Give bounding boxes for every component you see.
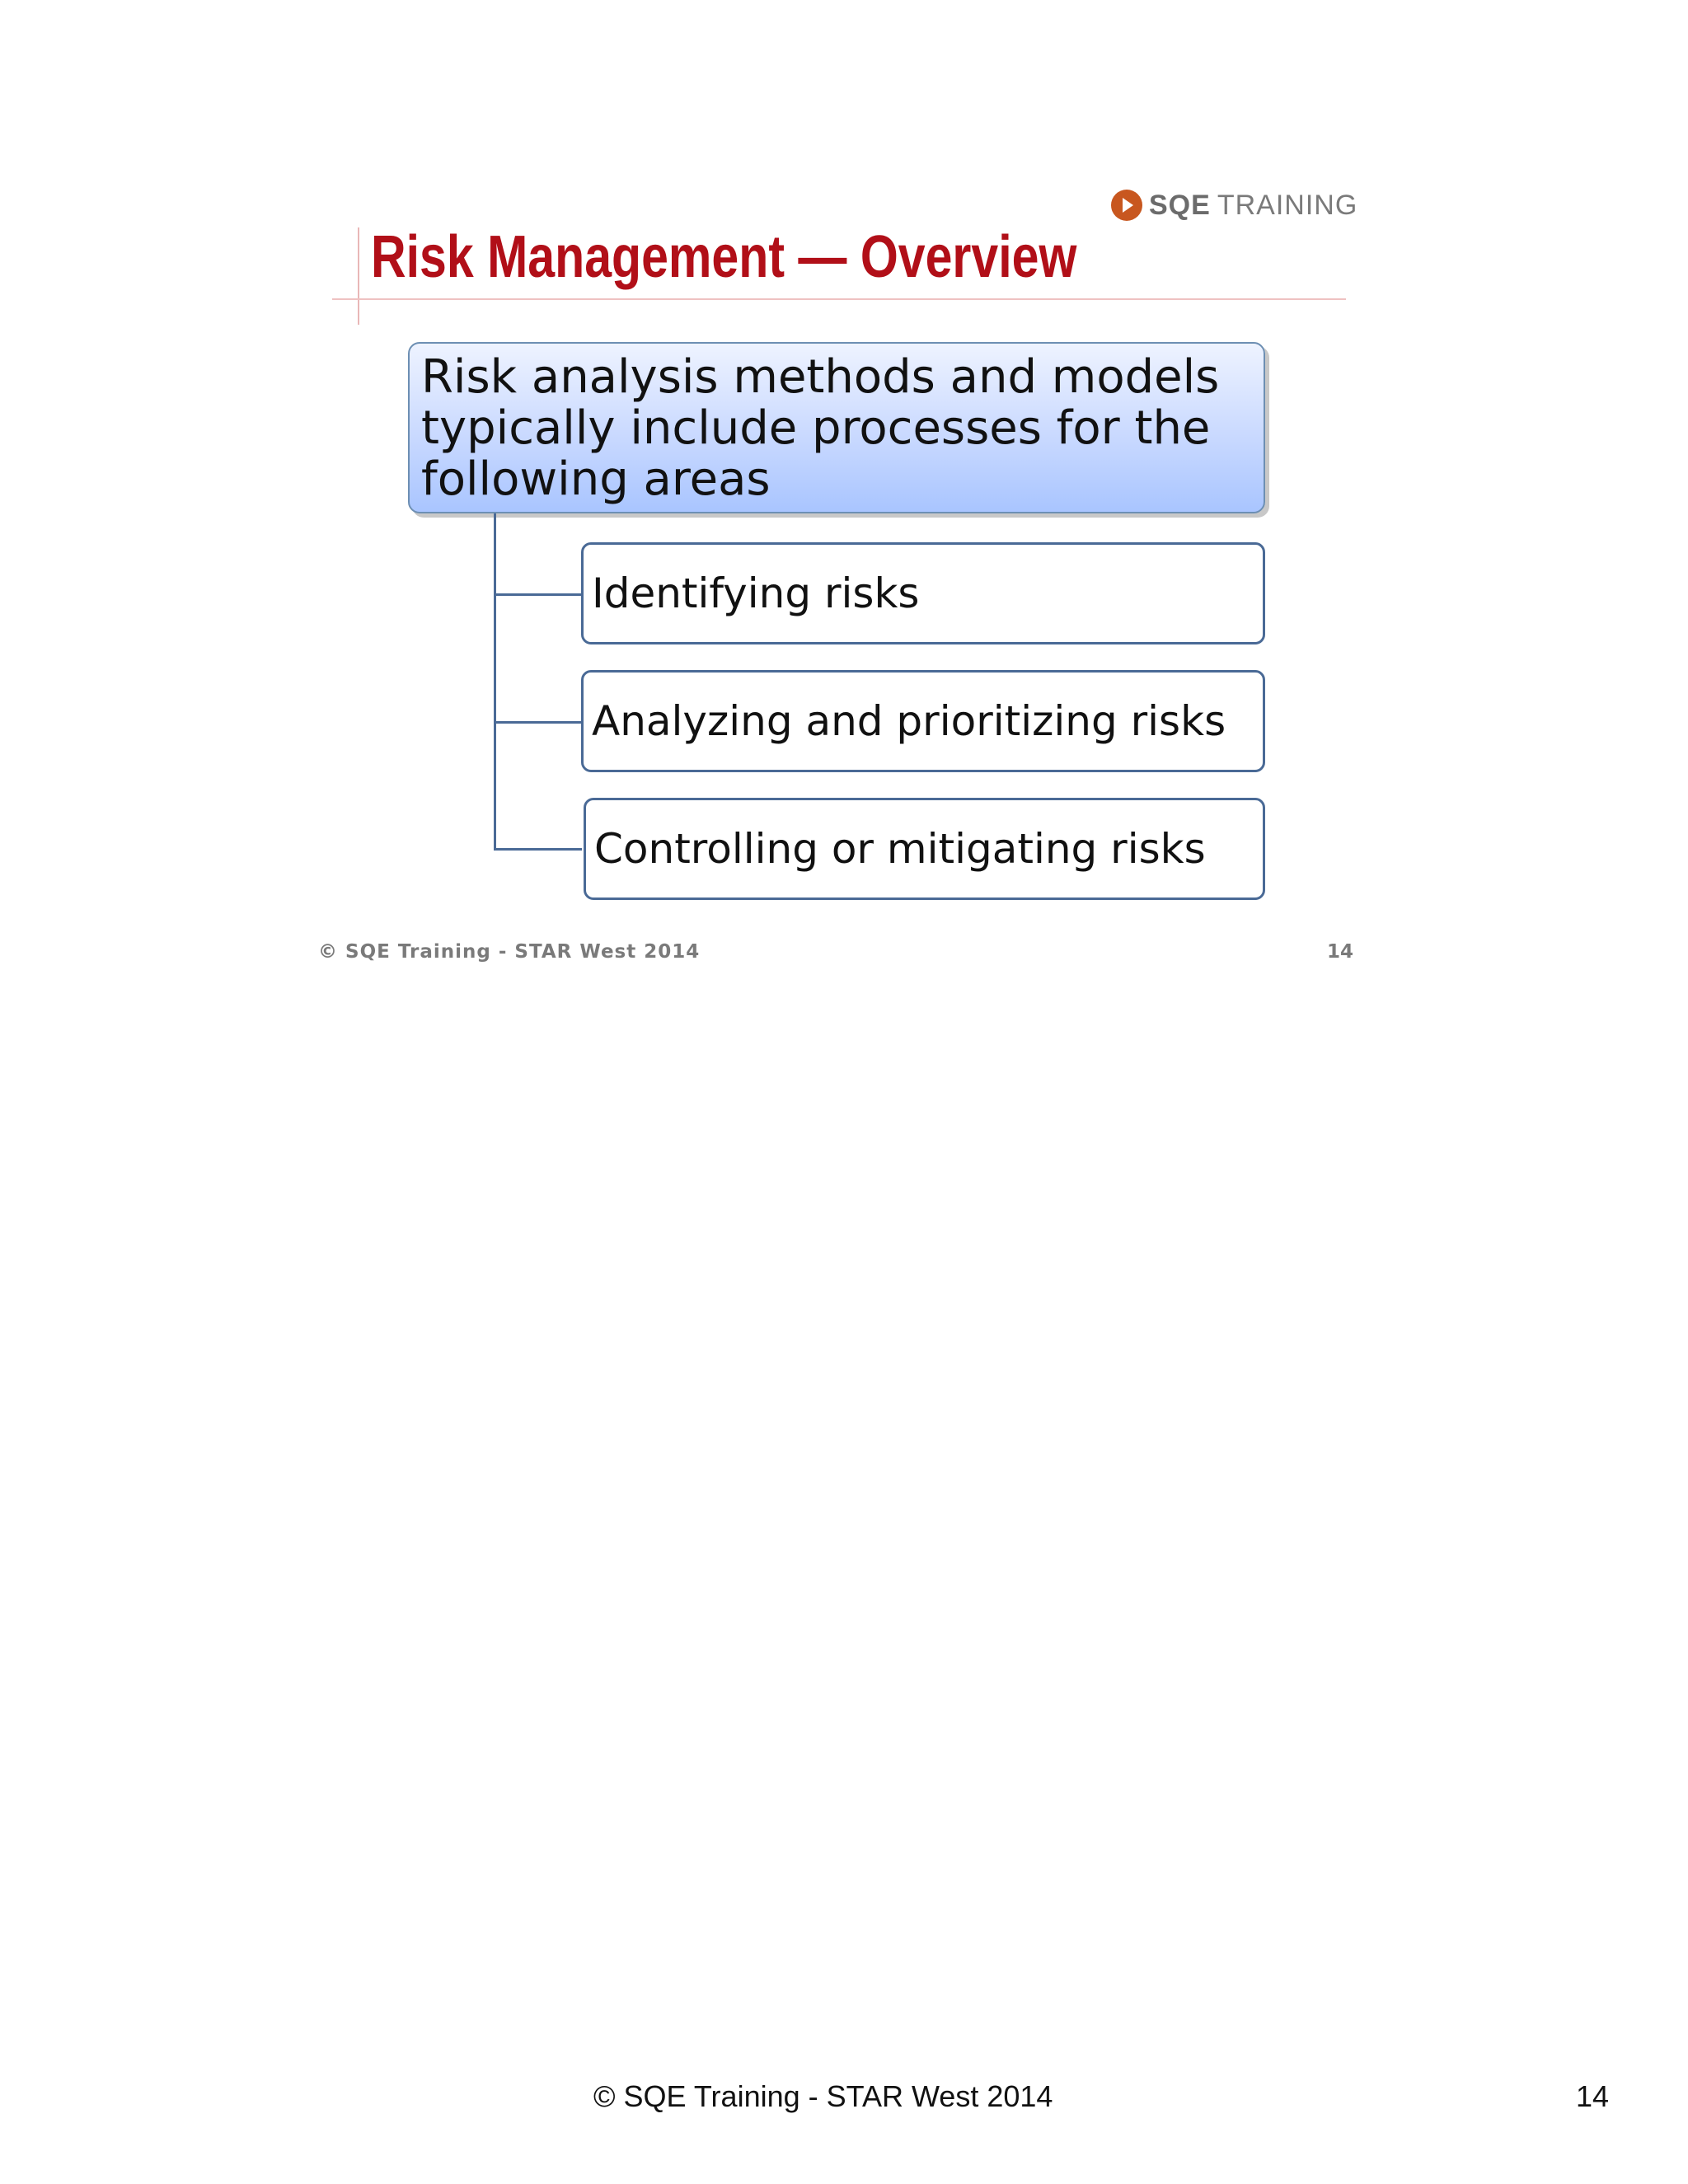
diagram-connector-1 [494, 593, 582, 596]
page-footer-copyright: © SQE Training - STAR West 2014 [593, 2079, 1053, 2113]
diagram-child-box-analyzing: Analyzing and prioritizing risks [581, 670, 1265, 772]
slide [313, 165, 1376, 989]
slide-title: Risk Management — Overview [371, 224, 1077, 290]
logo-text-light: TRAINING [1217, 189, 1358, 221]
diagram-connector-3 [494, 848, 582, 851]
page-footer-page-number: 14 [1576, 2079, 1610, 2113]
slide-footer-copyright: © SQE Training - STAR West 2014 [318, 941, 701, 963]
title-accent-vertical-line [358, 227, 359, 325]
diagram-child-box-controlling: Controlling or mitigating risks [584, 798, 1265, 900]
diagram-connector-2 [494, 721, 582, 724]
sqe-training-logo [1111, 186, 1357, 224]
diagram-parent-box: Risk analysis methods and models typically include processes for the following areas [408, 342, 1265, 513]
play-circle-icon [1111, 190, 1142, 221]
logo-text-strong: SQE [1149, 189, 1211, 221]
slide-footer-page-number: 14 [1327, 941, 1354, 963]
diagram-child-box-identifying: Identifying risks [581, 542, 1265, 644]
title-accent-horizontal-line [332, 298, 1346, 300]
diagram-connector-vertical [494, 513, 496, 851]
